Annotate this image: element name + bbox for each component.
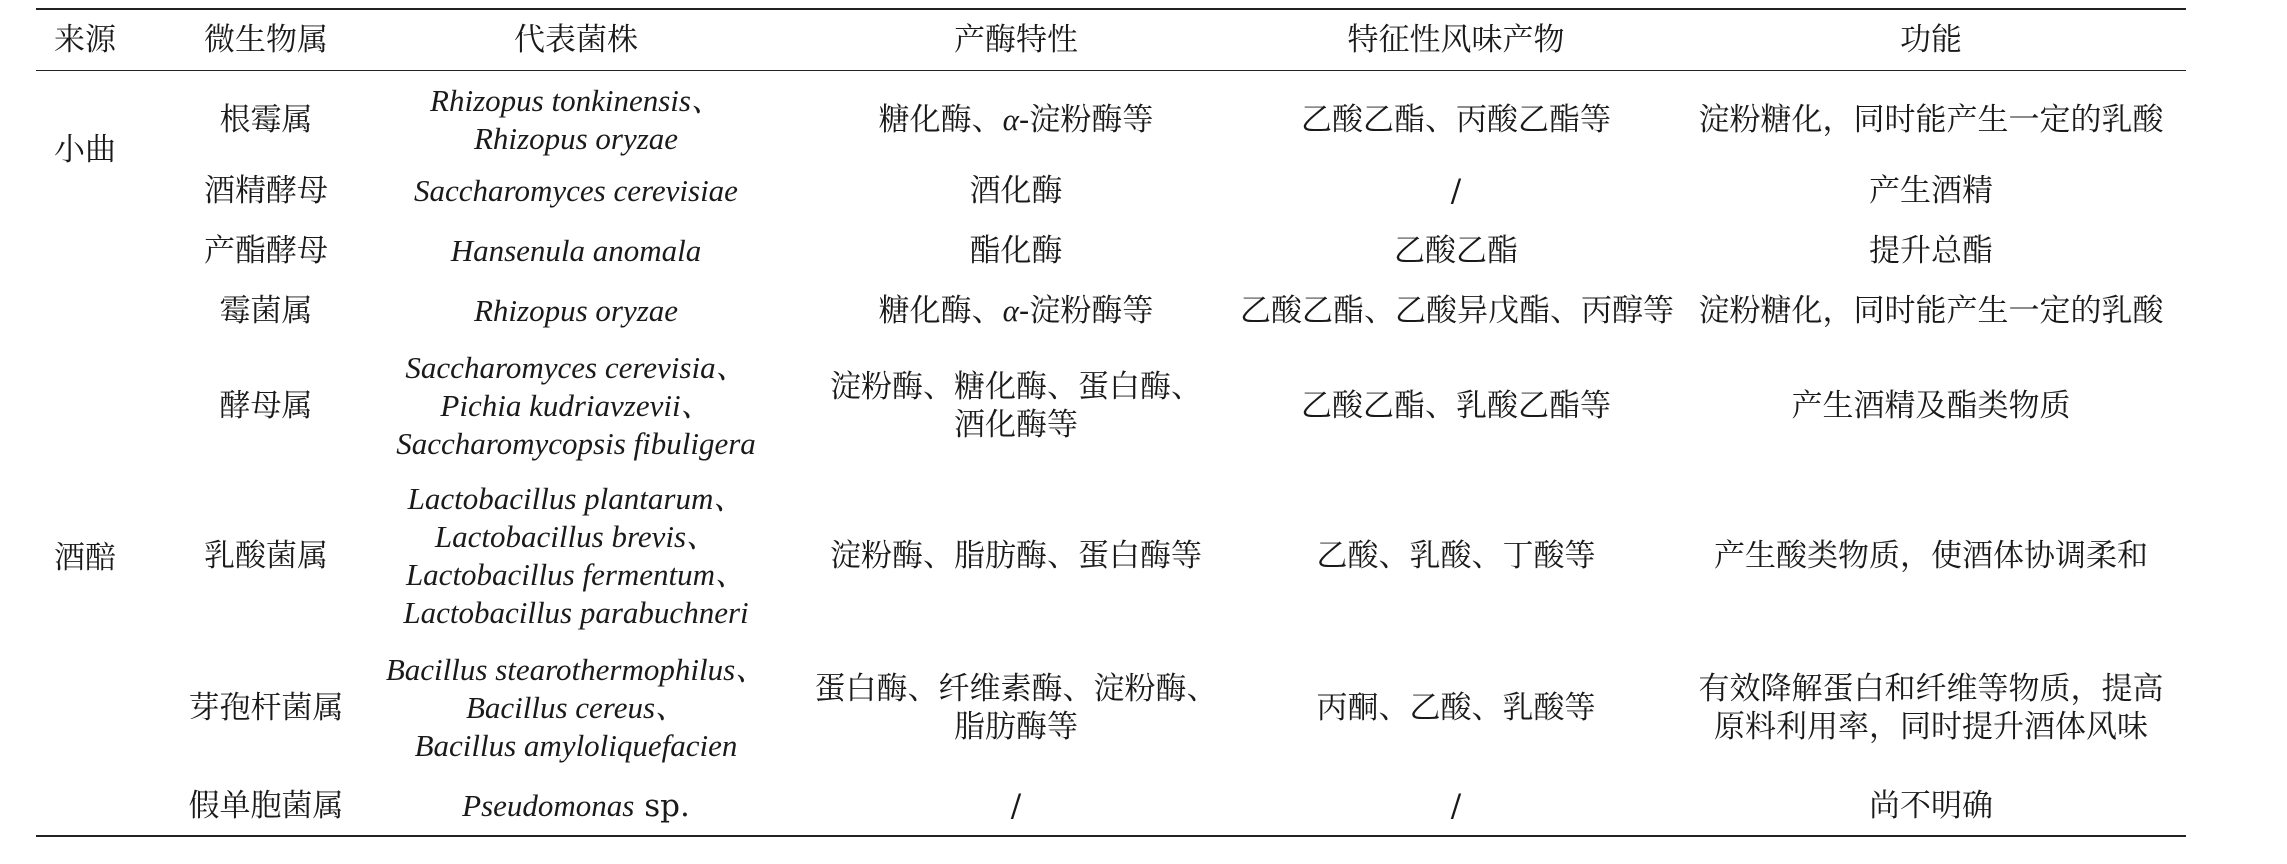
header-row xyxy=(36,9,2186,71)
flavor-cell: / xyxy=(1450,172,1462,209)
genus-cell: 产酯酵母 xyxy=(204,232,328,269)
alpha-symbol: α xyxy=(1002,101,1019,137)
genus-cell: 芽孢杆菌属 xyxy=(188,690,344,726)
table-row xyxy=(36,281,2186,341)
flavor-cell: / xyxy=(1450,787,1462,824)
function-cell xyxy=(1676,641,2186,776)
flavor-cell: 乙酸乙酯、丙酸乙酯等 xyxy=(1301,101,1611,138)
function-cell: 产生酒精及酯类物质 xyxy=(1791,387,2071,424)
strain-line: Bacillus stearothermophilus、 xyxy=(385,652,767,687)
enzyme-line: 淀粉酶、糖化酶、蛋白酶、 xyxy=(830,368,1202,405)
header-strain: 代表菌株 xyxy=(514,22,638,58)
strain-line: Lactobacillus plantarum、 xyxy=(407,480,745,516)
microbe-table-container xyxy=(36,8,2186,837)
strain-line: Lactobacillus fermentum、 xyxy=(405,556,747,592)
enzyme-text: -淀粉酶等 xyxy=(1018,292,1154,329)
enzyme-text: 糖化酶、 xyxy=(878,292,1003,329)
strain-line: Lactobacillus brevis、 xyxy=(434,518,718,554)
strain-cell xyxy=(356,776,796,836)
function-cell: 淀粉糖化，同时能产生一定的乳酸 xyxy=(1698,292,2164,329)
strain-line: Lactobacillus parabuchneri xyxy=(403,594,749,630)
enzyme-text: -淀粉酶等 xyxy=(1018,101,1154,138)
header-function: 功能 xyxy=(1900,22,1962,58)
table-body xyxy=(36,71,2186,836)
strain-line: Bacillus cereus、 xyxy=(465,690,687,725)
table-row xyxy=(36,71,2186,161)
enzyme-cell: 淀粉酶、脂肪酶、蛋白酶等 xyxy=(830,537,1202,574)
table-row xyxy=(36,161,2186,221)
strain-cell: Rhizopus oryzae xyxy=(473,292,679,328)
source-cell: 小曲 xyxy=(54,131,116,168)
enzyme-line: 蛋白酶、纤维素酶、淀粉酶、 xyxy=(814,671,1218,707)
strain-line: Bacillus amyloliquefacien xyxy=(414,728,738,763)
alpha-symbol: α xyxy=(1002,292,1019,328)
flavor-cell: 乙酸乙酯 xyxy=(1394,232,1518,269)
enzyme-cell xyxy=(796,341,1236,471)
strain-line: Saccharomycopsis fibuligera xyxy=(396,425,756,461)
strain-cell xyxy=(356,471,796,641)
table-row xyxy=(36,341,2186,471)
strain-cell xyxy=(356,341,796,471)
genus-cell: 酵母属 xyxy=(219,387,313,424)
header-flavor: 特征性风味产物 xyxy=(1347,22,1565,58)
flavor-cell: 丙酮、乙酸、乳酸等 xyxy=(1316,690,1596,726)
strain-cell xyxy=(356,641,796,776)
genus-cell: 酒精酵母 xyxy=(204,172,328,209)
header-enzyme: 产酶特性 xyxy=(954,22,1078,58)
function-cell: 尚不明确 xyxy=(1869,787,1993,824)
table-row xyxy=(36,776,2186,836)
genus-cell: 根霉属 xyxy=(219,101,313,138)
microbe-table xyxy=(36,8,2186,837)
flavor-cell: 乙酸、乳酸、丁酸等 xyxy=(1316,537,1596,574)
strain-cell: Hansenula anomala xyxy=(450,232,702,268)
strain-line: Pichia kudriavzevii、 xyxy=(440,387,712,423)
function-cell: 淀粉糖化，同时能产生一定的乳酸 xyxy=(1698,101,2164,138)
strain-species: sp. xyxy=(634,787,690,824)
strain-genus: Pseudomonas xyxy=(462,787,635,823)
genus-cell: 乳酸菌属 xyxy=(204,537,328,574)
function-line: 有效降解蛋白和纤维等物质，提高 xyxy=(1698,671,2164,707)
table-row xyxy=(36,221,2186,281)
enzyme-cell: / xyxy=(1010,787,1022,824)
function-cell: 产生酸类物质，使酒体协调柔和 xyxy=(1714,537,2148,574)
enzyme-cell: 酯化酶 xyxy=(969,232,1063,269)
enzyme-line: 酒化酶等 xyxy=(954,406,1078,443)
source-cell-empty xyxy=(36,221,176,281)
function-line: 原料利用率，同时提升酒体风味 xyxy=(1714,709,2148,745)
table-header xyxy=(36,9,2186,71)
flavor-cell: 乙酸乙酯、乙酸异戊酯、丙醇等 xyxy=(1240,292,1674,329)
strain-line: Rhizopus oryzae xyxy=(473,120,679,156)
enzyme-cell xyxy=(796,281,1236,341)
enzyme-cell xyxy=(796,71,1236,161)
header-genus: 微生物属 xyxy=(204,22,328,58)
enzyme-cell: 酒化酶 xyxy=(969,172,1063,209)
enzyme-line: 脂肪酶等 xyxy=(954,709,1078,745)
function-cell: 产生酒精 xyxy=(1869,172,1993,209)
strain-line: Rhizopus tonkinensis、 xyxy=(430,82,722,118)
genus-cell: 霉菌属 xyxy=(219,292,313,329)
enzyme-cell xyxy=(796,641,1236,776)
strain-cell: Saccharomyces cerevisiae xyxy=(414,172,738,208)
strain-line: Saccharomyces cerevisia、 xyxy=(405,349,747,385)
function-cell: 提升总酯 xyxy=(1869,232,1993,269)
source-cell: 酒醅 xyxy=(54,539,116,576)
header-source: 来源 xyxy=(54,22,116,58)
table-row xyxy=(36,641,2186,776)
flavor-cell: 乙酸乙酯、乳酸乙酯等 xyxy=(1301,387,1611,424)
strain-cell xyxy=(356,71,796,161)
table-row xyxy=(36,471,2186,641)
genus-cell: 假单胞菌属 xyxy=(188,787,344,824)
enzyme-text: 糖化酶、 xyxy=(878,101,1003,138)
